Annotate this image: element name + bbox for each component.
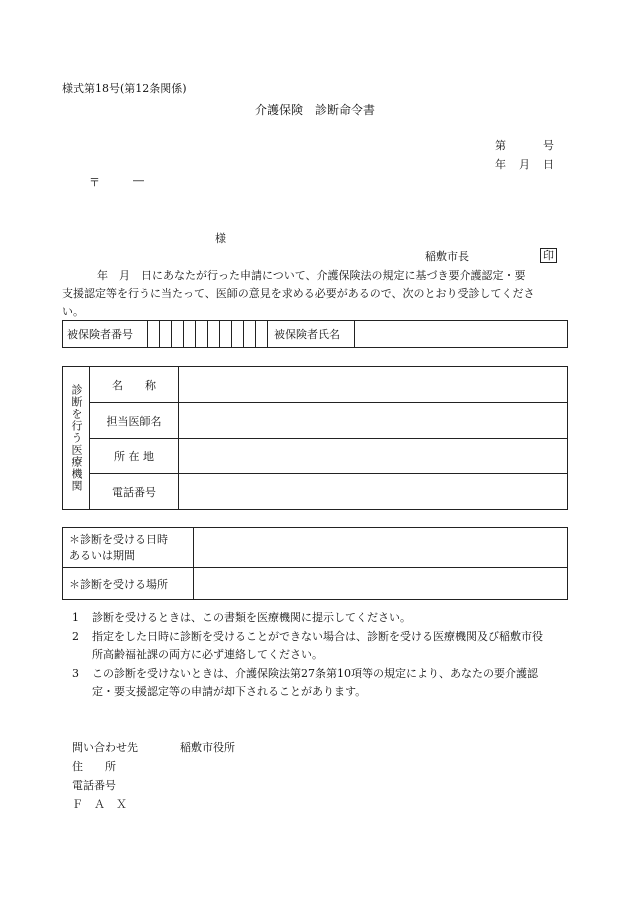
contact-phone-label: 電話番号 [72,779,116,792]
insured-number-digit[interactable] [256,321,268,348]
intro-line-3: い。 [62,305,84,318]
institution-name-field[interactable] [179,367,568,403]
insured-table [62,320,568,348]
insured-number-digit[interactable] [244,321,256,348]
phone-field[interactable] [179,474,568,510]
insured-number-digit[interactable] [172,321,184,348]
note-item: 1 診断を受けるときは、この書類を医療機関に提示してください。 [72,611,411,624]
doc-number-suffix: 号 [543,139,554,152]
insured-number-digit[interactable] [148,321,160,348]
doc-number-prefix: 第 [495,139,506,152]
contact-fax-label: Ｆ Ａ Ｘ [72,798,127,811]
institution-table [62,366,568,510]
contact-label: 問い合わせ先 [72,741,138,754]
diagnosis-table [62,527,568,600]
insured-number-digit[interactable] [208,321,220,348]
date-day: 日 [543,158,554,171]
address-field[interactable] [179,439,568,474]
address-label: 所 在 地 [90,439,179,474]
doctor-name-field[interactable] [179,403,568,439]
doctor-name-label: 担当医師名 [90,403,179,439]
insured-number-digit[interactable] [184,321,196,348]
insured-name-field[interactable] [355,321,568,348]
intro-line-1: 年 月 日にあなたが行った申請について、介護保険法の規定に基づき要介護認定・要 [97,269,526,282]
addressee-suffix: 様 [215,232,226,245]
diagnosis-datetime-field[interactable] [194,528,568,568]
insured-number-digit[interactable] [196,321,208,348]
note-item: 2 指定をした日時に診断を受けることができない場合は、診断を受ける医療機関及び稲敷市役 所高齢福祉課の両方に必ず連絡してください。 [72,630,543,661]
insured-number-label: 被保険者番号 [63,321,148,348]
institution-name-label: 名 称 [90,367,179,403]
date-year: 年 [495,158,506,171]
page-title: 介護保険 診断命令書 [254,103,375,117]
insured-number-digit[interactable] [220,321,232,348]
insured-number-digit[interactable] [160,321,172,348]
insured-number-digit[interactable] [232,321,244,348]
form-number: 様式第18号(第12条関係) [62,82,187,95]
date-month: 月 [519,158,530,171]
postal-mark: 〒 [89,176,100,189]
note-item: 3 この診断を受けないときは、介護保険法第27条第10項等の規定により、あなたの要介護認 定・要支援認定等の申請が却下されることがあります。 [72,667,538,698]
phone-label: 電話番号 [90,474,179,510]
contact-address-label: 住 所 [72,760,116,773]
diagnosis-datetime-label: ＊診断を受ける日時 あるいは期間 [63,528,194,568]
issuer-name: 稲敷市長 [425,250,469,263]
intro-line-2: 支援認定等を行うに当たって、医師の意見を求める必要があるので、次のとおり受診してくださ [62,287,535,300]
seal-mark: 印 [540,248,557,263]
institution-group-label: 診断を行う医療機関 [63,367,90,510]
postal-dash: ― [133,174,144,187]
diagnosis-place-label: ＊診断を受ける場所 [63,568,194,600]
insured-name-label: 被保険者氏名 [268,321,355,348]
diagnosis-place-field[interactable] [194,568,568,600]
contact-office: 稲敷市役所 [180,741,235,754]
